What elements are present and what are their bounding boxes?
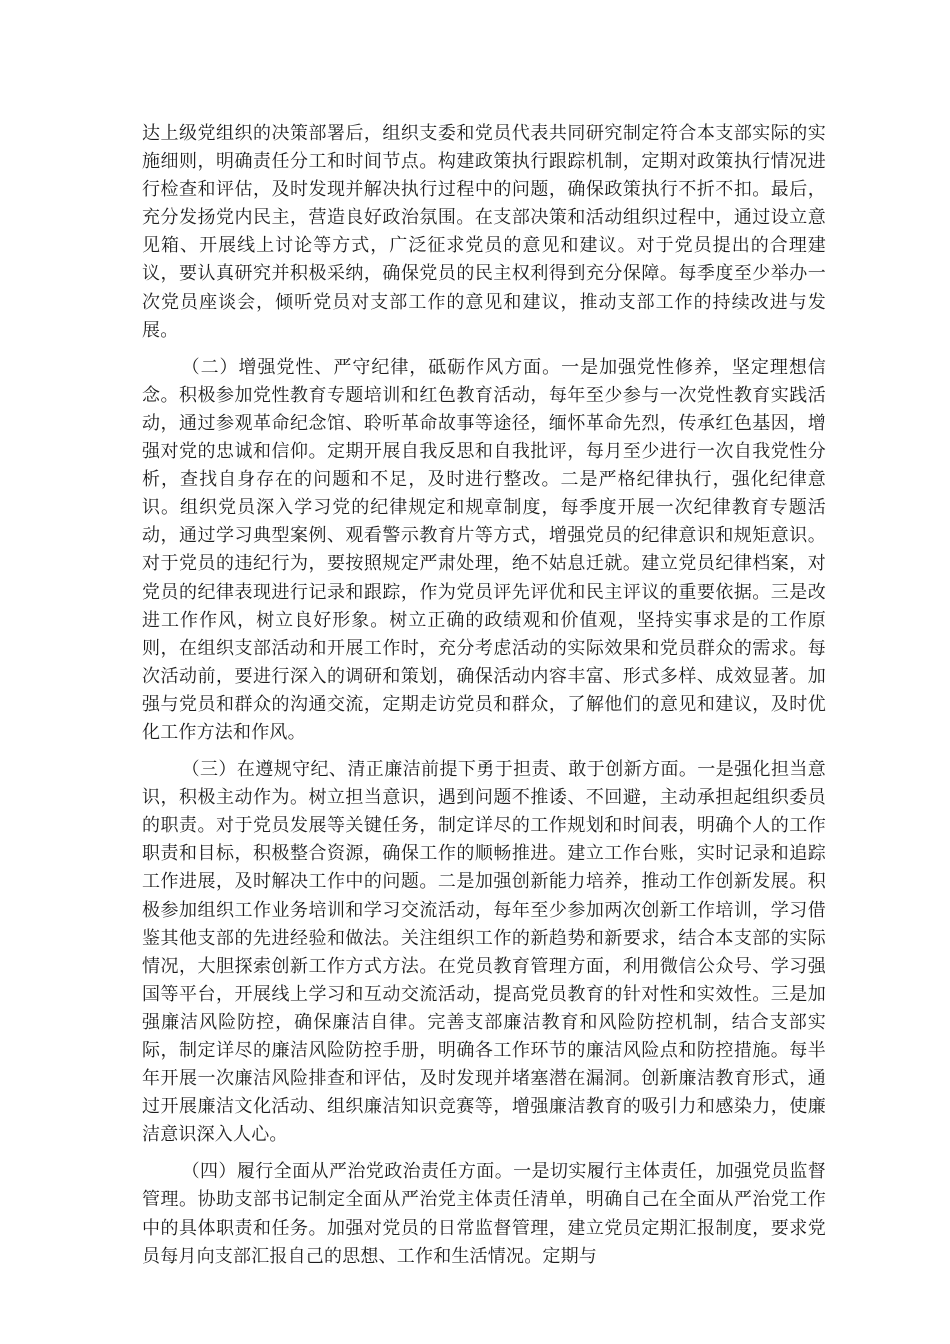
- paragraph-section-3: （三）在遵规守纪、清正廉洁前提下勇于担责、敢于创新方面。一是强化担当意识，积极主动作为。树立担当意识，遇到问题不推诿、不回避，主动承担起组织委员的职责。对于党员发展等关键任务，制定详尽的工作规划和时间表，明确个人的工作职责和目标，积极整合资源，确保工作的顺畅推进。建立工作台账，实时记录和追踪工作进展，及时解决工作中的问题。二是加强创新能力培养，推动工作创新发展。积极参加组织工作业务培训和学习交流活动，每年至少参加两次创新工作培训，学习借鉴其他支部的先进经验和做法。关注组织工作的新趋势和新要求，结合本支部的实际情况，大胆探索创新工作方式方法。在党员教育管理方面，利用微信公众号、学习强国等平台，开展线上学习和互动交流活动，提高党员教育的针对性和实效性。三是加强廉洁风险防控，确保廉洁自律。完善支部廉洁教育和风险防控机制，结合支部实际，制定详尽的廉洁风险防控手册，明确各工作环节的廉洁风险点和防控措施。每半年开展一次廉洁风险排查和评估，及时发现并堵塞潜在漏洞。创新廉洁教育形式，通过开展廉洁文化活动、组织廉洁知识竞赛等，增强廉洁教育的吸引力和感染力，使廉洁意识深入人心。: [142, 759, 826, 1146]
- paragraph-section-4: （四）履行全面从严治党政治责任方面。一是切实履行主体责任，加强党员监督管理。协助支部书记制定全面从严治党主体责任清单，明确自己在全面从严治党工作中的具体职责和任务。加强对党员的日常监督管理，建立党员定期汇报制度，要求党员每月向支部汇报自己的思想、工作和生活情况。定期与: [142, 1161, 826, 1267]
- paragraph-continued: 达上级党组织的决策部署后，组织支委和党员代表共同研究制定符合本支部实际的实施细则，明确责任分工和时间节点。构建政策执行跟踪机制，定期对政策执行情况进行检查和评估，及时发现并解决执行过程中的问题，确保政策执行不折不扣。最后，充分发扬党内民主，营造良好政治氛围。在支部决策和活动组织过程中，通过设立意见箱、开展线上讨论等方式，广泛征求党员的意见和建议。对于党员提出的合理建议，要认真研究并积极采纳，确保党员的民主权利得到充分保障。每季度至少举办一次党员座谈会，倾听党员对支部工作的意见和建议，推动支部工作的持续改进与发展。: [142, 123, 826, 341]
- paragraph-section-2: （二）增强党性、严守纪律，砥砺作风方面。一是加强党性修养，坚定理想信念。积极参加党性教育专题培训和红色教育活动，每年至少参与一次党性教育实践活动，通过参观革命纪念馆、聆听革命故事等途径，缅怀革命先烈，传承红色基因，增强对党的忠诚和信仰。定期开展自我反思和自我批评，每月至少进行一次自我党性分析，查找自身存在的问题和不足，及时进行整改。二是严格纪律执行，强化纪律意识。组织党员深入学习党的纪律规定和规章制度，每季度开展一次纪律教育专题活动，通过学习典型案例、观看警示教育片等方式，增强党员的纪律意识和规矩意识。对于党员的违纪行为，要按照规定严肃处理，绝不姑息迁就。建立党员纪律档案，对党员的纪律表现进行记录和跟踪，作为党员评先评优和民主评议的重要依据。三是改进工作作风，树立良好形象。树立正确的政绩观和价值观，坚持实事求是的工作原则，在组织支部活动和开展工作时，充分考虑活动的实际效果和党员群众的需求。每次活动前，要进行深入的调研和策划，确保活动内容丰富、形式多样、成效显著。加强与党员和群众的沟通交流，定期走访党员和群众，了解他们的意见和建议，及时优化工作方法和作风。: [142, 356, 826, 743]
- document-body: [142, 120, 826, 1280]
